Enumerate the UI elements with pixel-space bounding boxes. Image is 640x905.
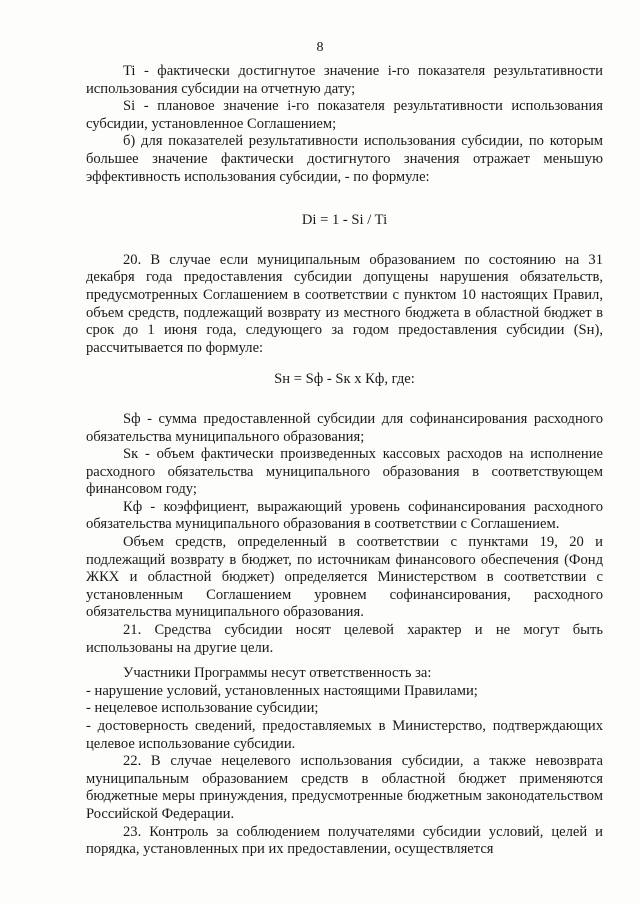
list-item-reliability: - достоверность сведений, предоставляемых в Министерство, подтверждающих целевое использование субсидии.	[86, 718, 603, 752]
paragraph-21: 21. Средства субсидии носят целевой характер и не могут быть использованы на другие цели.	[86, 622, 603, 656]
paragraph-volume-of-funds: Объем средств, определенный в соответствии с пунктами 19, 20 и подлежащий возврату в бюджет, по источникам финансового обеспечения (Фонд ЖКХ и областной бюджет) определяется Министерством в соответствии с установленным Соглашением уровнем софинансирования, расходного обязательства муниципального образования.	[86, 534, 603, 621]
paragraph-23: 23. Контроль за соблюдением получателями субсидии условий, целей и порядка, установленных при их предоставлении, осуществляется	[86, 823, 603, 858]
paragraph-sf-definition: Sф - сумма предоставленной субсидии для софинансирования расходного обязательства муниципального образования;	[86, 410, 603, 445]
paragraph-sk-definition: Sк - объем фактически произведенных кассовых расходов на исполнение расходного обязательства муниципального образования в соответствующем финансовом году;	[86, 446, 603, 498]
formula-sn: Sн = Sф - Sк х Кф, где:	[274, 371, 415, 388]
page-number: 8	[316, 40, 324, 55]
text-block-1	[86, 63, 603, 859]
paragraph-item-b: б) для показателей результативности использования субсидии, по которым большее значение фактически достигнутого значения отражает меньшую эффективность использования субсидии, - по формуле:	[86, 133, 603, 185]
paragraph-20: 20. В случае если муниципальным образованием по состоянию на 31 декабря года предоставления субсидии допущены нарушения обязательств, предусмотренных Соглашением в соответствии с пунктом 10 настоящих Правил, объем средств, подлежащий возврату из местного бюджета в областной бюджет в срок до 1 июня года, следующего за годом предоставления субсидии (Sн), рассчитывается по формуле:	[86, 251, 603, 356]
paragraph-22: 22. В случае нецелевого использования субсидии, а также невозврата муниципальным образованием средств в областной бюджет применяются бюджетные меры принуждения, предусмотренные бюджетным законодательством Российской Федерации.	[86, 753, 603, 822]
paragraph-participants: Участники Программы несут ответственность за:	[123, 665, 432, 682]
formula-di: Di = 1 - Si / Ti	[301, 212, 388, 229]
paragraph-ti-definition: Ti - фактически достигнутое значение i-го показателя результативности использования субсидии на отчетную дату;	[86, 63, 603, 97]
paragraph-si-definition: Si - плановое значение i-го показателя результативности использования субсидии, установленное Соглашением;	[86, 98, 603, 132]
list-item-misuse: - нецелевое использование субсидии;	[86, 700, 319, 717]
paragraph-kf-definition: Кф - коэффициент, выражающий уровень софинансирования расходного обязательства муниципального образования в соответствии с Соглашением.	[86, 498, 603, 533]
list-item-violation: - нарушение условий, установленных настоящими Правилами;	[86, 682, 478, 699]
